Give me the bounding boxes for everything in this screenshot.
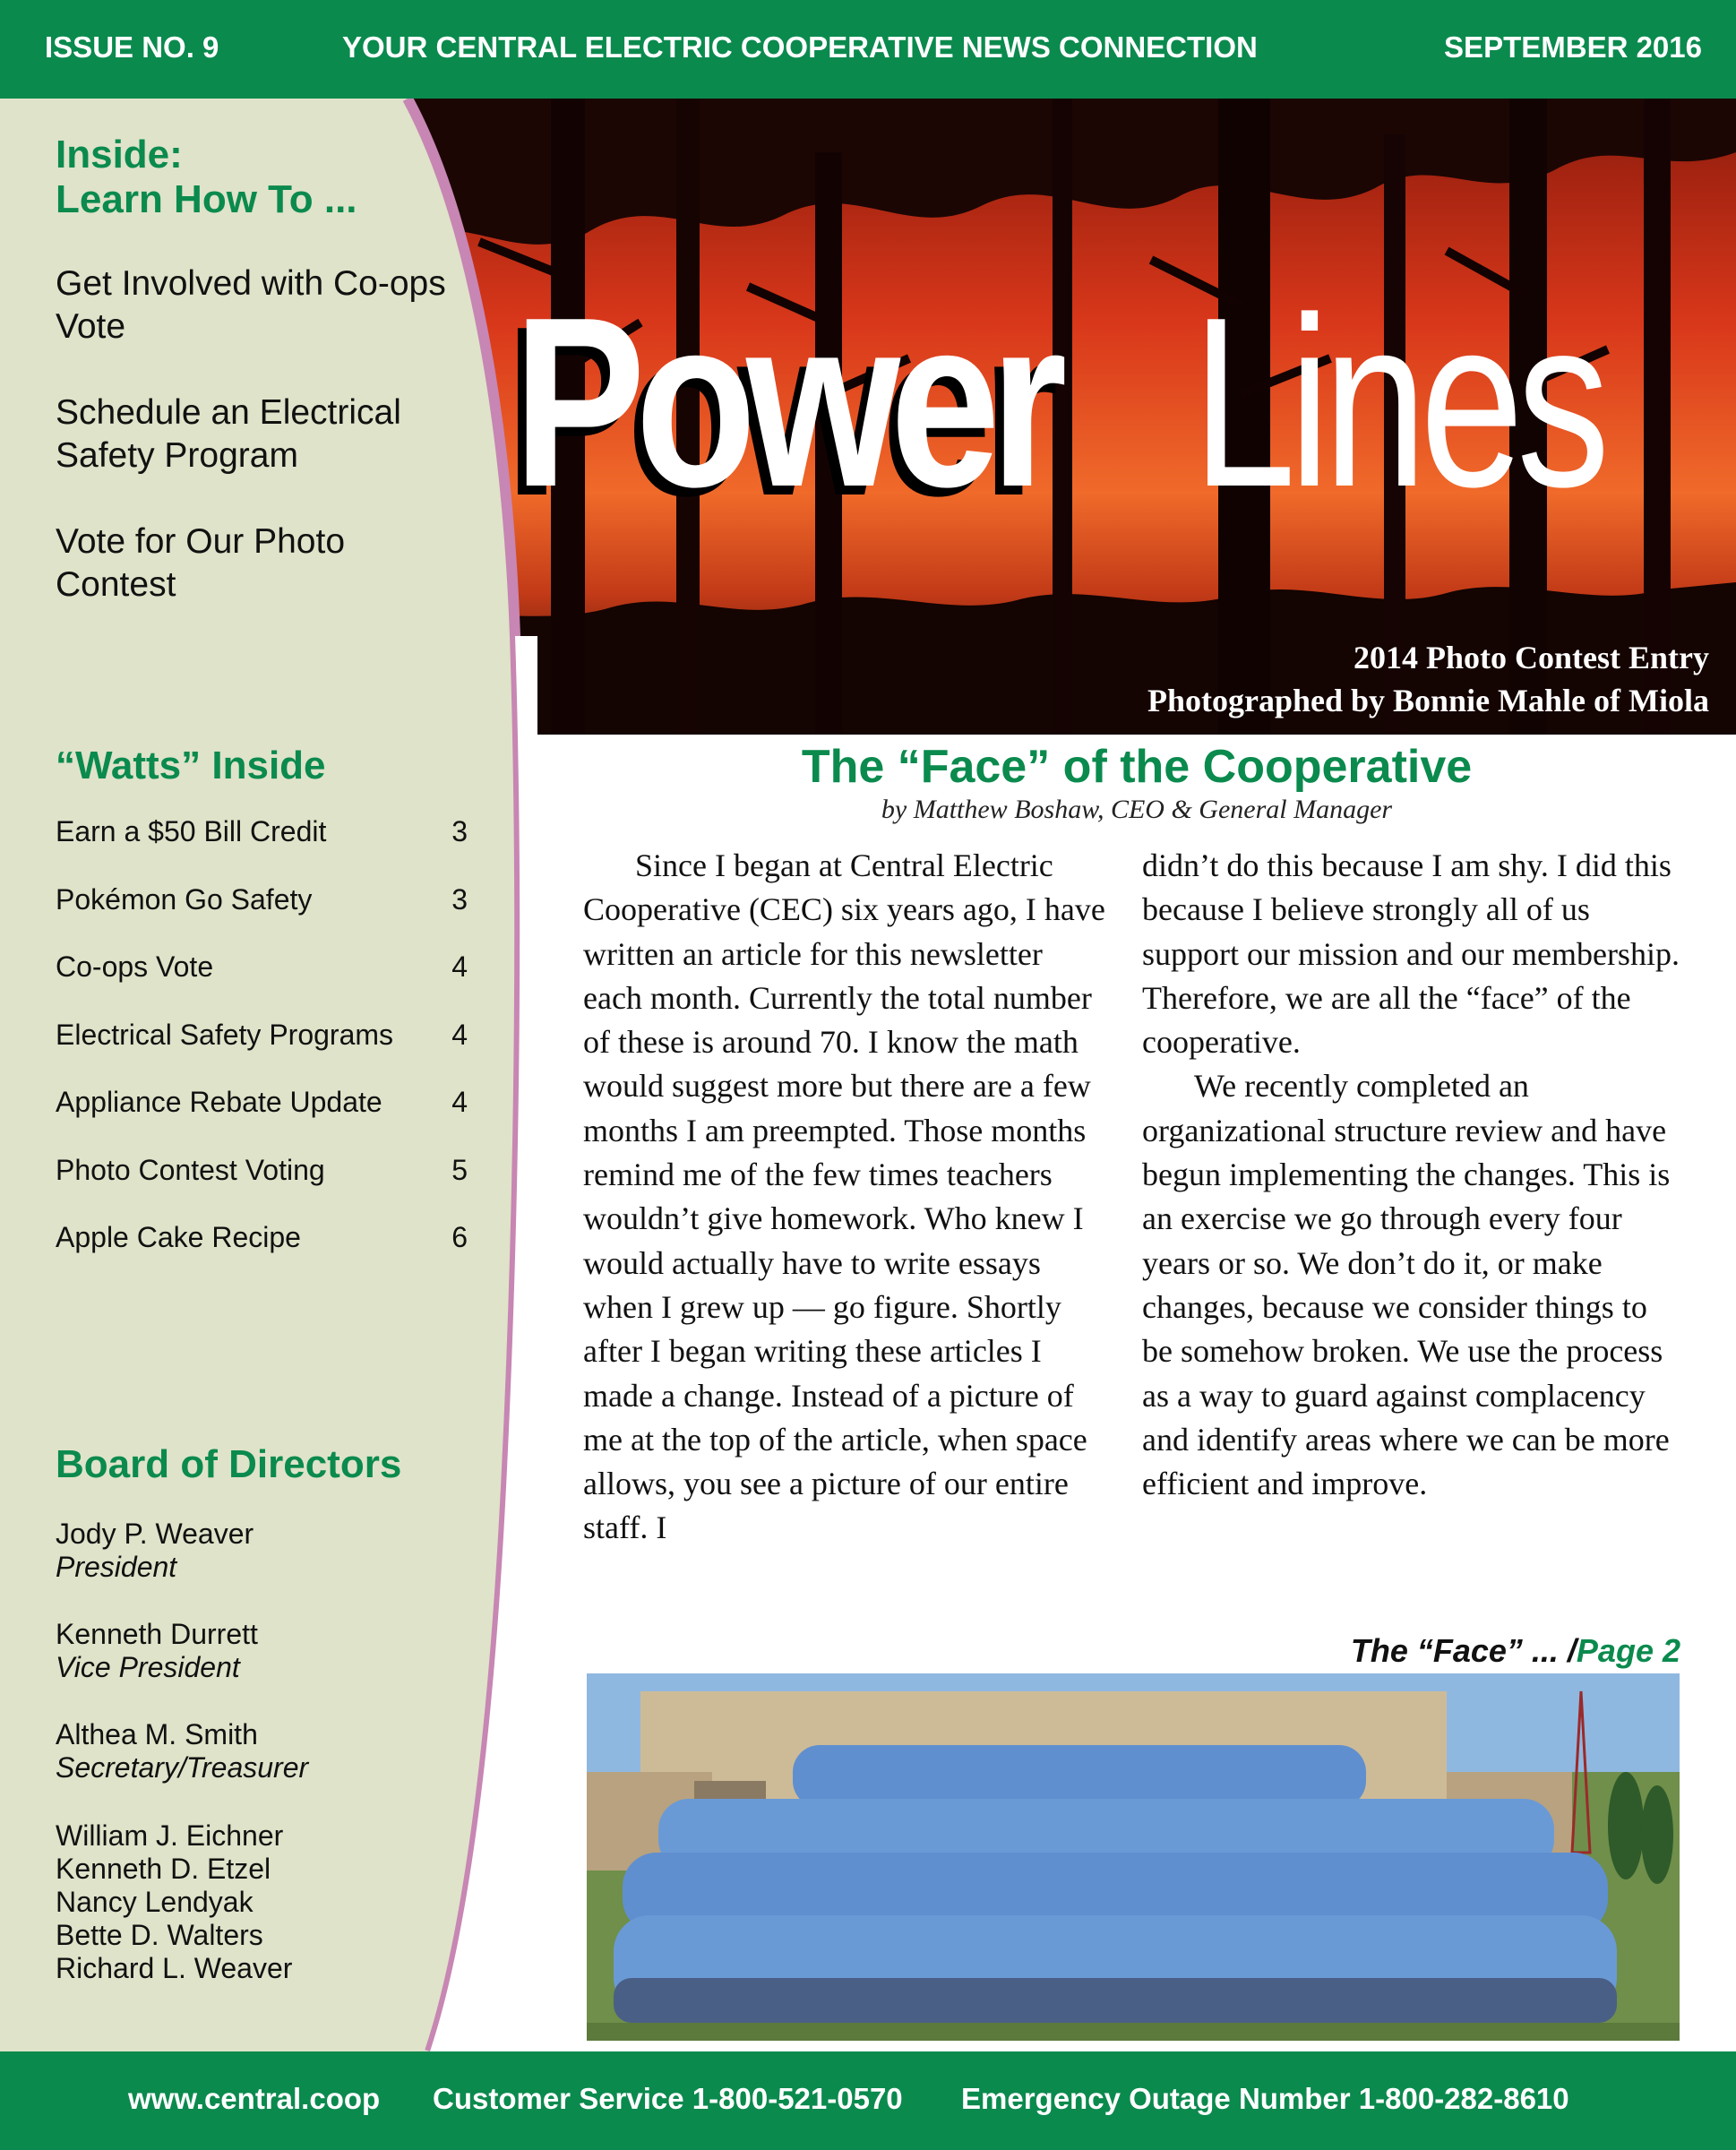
director-role: President — [56, 1551, 177, 1583]
article-title: The “Face” of the Cooperative — [801, 741, 1473, 793]
toc-title: Apple Cake Recipe — [56, 1221, 301, 1253]
toc-row — [56, 1221, 468, 1254]
learn-item-safety-program: Schedule an Electrical Safety Program — [56, 393, 401, 475]
toc-page: 5 — [451, 1154, 468, 1186]
director-name: William J. Eichner — [56, 1819, 284, 1852]
toc-title: Photo Contest Voting — [56, 1154, 325, 1186]
director-name: Althea M. Smith — [56, 1718, 258, 1750]
toc-row — [56, 883, 468, 916]
article-byline: by Matthew Boshaw, CEO & General Manager — [881, 795, 1393, 824]
toc-page: 6 — [451, 1221, 468, 1253]
director-role: Vice President — [56, 1651, 240, 1683]
director-officer — [56, 1518, 254, 1584]
article-column-1 — [583, 844, 1107, 1551]
director-officer — [56, 1718, 308, 1784]
board-heading: Board of Directors — [56, 1442, 402, 1486]
toc-title: Pokémon Go Safety — [56, 883, 313, 916]
toc-row — [56, 815, 468, 848]
director-name: Richard L. Weaver — [56, 1952, 293, 1984]
issue-date: SEPTEMBER 2016 — [1444, 30, 1702, 64]
sidebar — [0, 99, 537, 2051]
learn-item-co-ops-vote: Get Involved with Co-ops Vote — [56, 264, 446, 346]
toc-title: Electrical Safety Programs — [56, 1019, 394, 1051]
toc-title: Co-ops Vote — [56, 950, 214, 983]
website-link[interactable]: www.central.coop — [128, 2082, 381, 2115]
toc-title: Appliance Rebate Update — [56, 1086, 382, 1118]
toc-row — [56, 1086, 468, 1119]
masthead-lines-word: Lines — [1192, 268, 1603, 538]
director-name: Kenneth Durrett — [56, 1618, 258, 1650]
director-name: Bette D. Walters — [56, 1919, 263, 1951]
director-name: Jody P. Weaver — [56, 1518, 254, 1550]
continued-label: The “Face” ... / — [1350, 1632, 1577, 1669]
staff-photo-image — [587, 1673, 1680, 2041]
toc-row — [56, 1019, 468, 1052]
header-bar — [0, 0, 1736, 99]
watts-inside-heading: “Watts” Inside — [56, 744, 326, 787]
learn-item-photo-contest: Vote for Our Photo Contest — [56, 522, 346, 604]
toc-page: 4 — [451, 1086, 468, 1118]
director-role: Secretary/Treasurer — [56, 1751, 309, 1784]
continued-page: Page 2 — [1576, 1632, 1680, 1669]
caption-line-2: Photographed by Bonnie Mahle of Miola — [1147, 683, 1709, 718]
toc-page: 4 — [451, 950, 468, 983]
toc-page: 3 — [451, 883, 468, 916]
footer-bar — [0, 2051, 1736, 2150]
article-paragraph: didn’t do this because I am shy. I did this because I believe strongly all of us support our mission and our membership. Therefore, we are all the “face” of the cooperative. — [1142, 847, 1680, 1061]
toc-row — [56, 950, 468, 984]
customer-service-phone: Customer Service 1-800-521-0570 — [433, 2082, 903, 2115]
header-tagline: YOUR CENTRAL ELECTRIC COOPERATIVE NEWS CONNECTION — [342, 30, 1258, 64]
masthead-photo — [408, 99, 1736, 735]
director-name: Nancy Lendyak — [56, 1886, 254, 1918]
inside-heading: Inside: Learn How To ... — [56, 133, 357, 221]
continued-on-link[interactable] — [1351, 1632, 1680, 1670]
article-paragraph: Since I began at Central Electric Cooperative (CEC) six years ago, I have written an article for this newsletter each month. Currently the total number of these is around 70. I know the math would suggest more but there are a few months I am preempted. Those months remind me of the few times teachers wouldn’t give homework. Who knew I would actually have to write essays when I grew up — go figure. Shortly after I began writing these articles I made a change. Instead of a picture of me at the top of the article, when space allows, you see a picture of our entire staff. I — [583, 847, 1105, 1546]
director-members — [56, 1819, 292, 1985]
toc-page: 3 — [451, 815, 468, 847]
toc-page: 4 — [451, 1019, 468, 1051]
toc-title: Earn a $50 Bill Credit — [56, 815, 327, 847]
caption-line-1: 2014 Photo Contest Entry — [1354, 640, 1709, 675]
staff-group-photo — [587, 1673, 1680, 2041]
toc-row — [56, 1154, 468, 1187]
article-paragraph: We recently completed an organizational structure review and have begun implementing the changes. This is an exercise we go through every four years or so. We don’t do it, or make changes, because we consider things to be somehow broken. We use the process as a way to guard against complacency and identify areas where we can be more efficient and improve. — [1142, 1068, 1671, 1502]
outage-phone: Emergency Outage Number 1-800-282-8610 — [961, 2082, 1569, 2115]
director-officer — [56, 1618, 258, 1684]
issue-number: ISSUE NO. 9 — [45, 30, 219, 64]
photo-caption — [1147, 636, 1709, 722]
masthead-power-word: Power — [513, 268, 1058, 538]
director-name: Kenneth D. Etzel — [56, 1853, 271, 1885]
article-column-2 — [1142, 844, 1680, 1506]
